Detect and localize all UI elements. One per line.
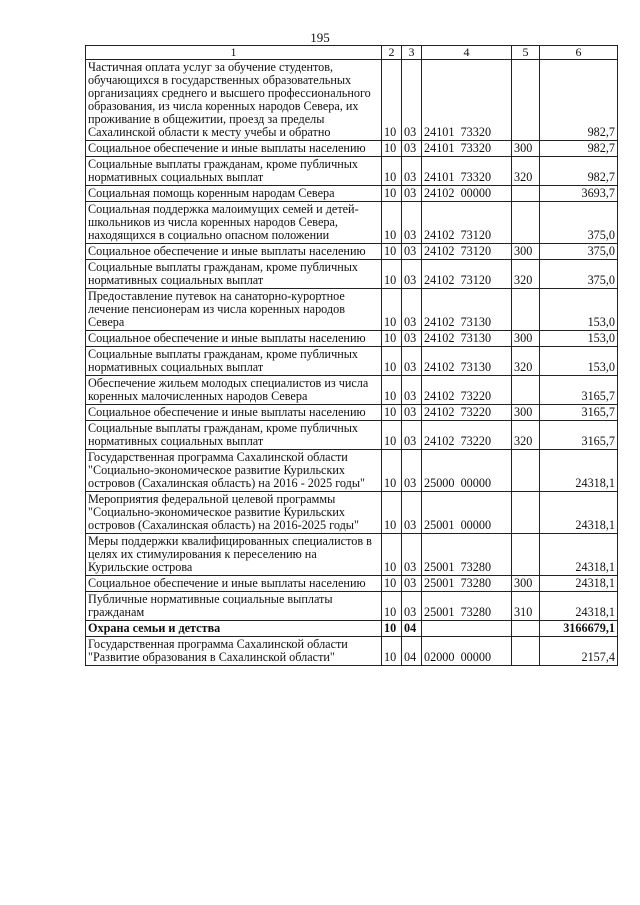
subsection-code-cell: [402, 202, 422, 244]
amount-cell: [540, 157, 618, 186]
expense-type-text: 320: [514, 360, 533, 374]
target-article-cell: [422, 157, 512, 186]
target-article-cell: [422, 347, 512, 376]
target-article-cell: [422, 60, 512, 141]
expense-type-text: 300: [514, 331, 533, 345]
expense-type-cell: [512, 534, 540, 576]
subsection-code-text: 03: [404, 331, 417, 345]
amount-text: 153,0: [587, 360, 615, 374]
expense-type-cell: [512, 186, 540, 202]
target-article-cell: [422, 244, 512, 260]
table-row: [86, 621, 618, 637]
table-row: [86, 289, 618, 331]
target-article-text: 24102 73120: [424, 273, 492, 287]
item-name-cell: [86, 621, 382, 637]
table-row: [86, 492, 618, 534]
expense-type-text: 310: [514, 605, 533, 619]
amount-text: 153,0: [587, 315, 615, 329]
subsection-code-cell: [402, 621, 422, 637]
table-row: [86, 202, 618, 244]
amount-text: 3693,7: [581, 186, 615, 200]
section-code-cell: [382, 60, 402, 141]
section-code-text: 10: [384, 186, 397, 200]
amount-text: 24318,1: [575, 476, 615, 490]
header-cell: 2: [382, 46, 402, 60]
expense-type-cell: [512, 331, 540, 347]
section-code-text: 10: [384, 360, 397, 374]
item-name-text: Социальные выплаты гражданам, кроме публичных нормативных социальных выплат: [88, 421, 358, 448]
section-code-cell: [382, 621, 402, 637]
expense-type-cell: [512, 289, 540, 331]
target-article-cell: [422, 202, 512, 244]
target-article-text: 24102 73220: [424, 434, 492, 448]
amount-cell: [540, 141, 618, 157]
amount-text: 375,0: [587, 244, 615, 258]
target-article-cell: [422, 405, 512, 421]
item-name-text: Социальная помощь коренным народам Севера: [88, 186, 335, 200]
item-name-cell: [86, 157, 382, 186]
item-name-text: Меры поддержки квалифицированных специалистов в целях их стимулирования к переселению на Курильские острова: [88, 534, 372, 574]
item-name-cell: [86, 405, 382, 421]
expense-type-cell: [512, 157, 540, 186]
section-code-cell: [382, 421, 402, 450]
item-name-text: Социальные выплаты гражданам, кроме публичных нормативных социальных выплат: [88, 260, 358, 287]
table-row: [86, 534, 618, 576]
amount-text: 3165,7: [581, 405, 615, 419]
expense-type-cell: [512, 141, 540, 157]
item-name-cell: [86, 186, 382, 202]
item-name-cell: [86, 576, 382, 592]
target-article-text: 24102 73130: [424, 331, 492, 345]
target-article-cell: [422, 576, 512, 592]
subsection-code-cell: [402, 347, 422, 376]
item-name-text: Государственная программа Сахалинской области "Социально-экономическое развитие Курильских островов (Сахалинская область) на 2016 - 2025 годы": [88, 450, 366, 490]
amount-text: 24318,1: [575, 518, 615, 532]
subsection-code-text: 03: [404, 244, 417, 258]
subsection-code-cell: [402, 260, 422, 289]
target-article-text: 25001 00000: [424, 518, 492, 532]
amount-text: 24318,1: [575, 576, 615, 590]
amount-text: 982,7: [587, 125, 615, 139]
header-cell: 5: [512, 46, 540, 60]
amount-cell: [540, 186, 618, 202]
amount-cell: [540, 421, 618, 450]
amount-cell: [540, 244, 618, 260]
table-row: [86, 331, 618, 347]
amount-cell: [540, 637, 618, 666]
target-article-text: 24102 73220: [424, 389, 492, 403]
section-code-cell: [382, 376, 402, 405]
target-article-text: 24101 73320: [424, 141, 492, 155]
header-cell: 3: [402, 46, 422, 60]
amount-text: 982,7: [587, 170, 615, 184]
section-code-cell: [382, 186, 402, 202]
target-article-text: 24102 73120: [424, 244, 492, 258]
page-number: 195: [310, 30, 330, 45]
expense-type-cell: [512, 376, 540, 405]
target-article-text: 25001 73280: [424, 560, 492, 574]
section-code-text: 10: [384, 434, 397, 448]
expense-type-cell: [512, 60, 540, 141]
item-name-text: Социальное обеспечение и иные выплаты населению: [88, 141, 366, 155]
subsection-code-cell: [402, 534, 422, 576]
table-row: [86, 157, 618, 186]
target-article-cell: [422, 450, 512, 492]
amount-cell: [540, 405, 618, 421]
expense-type-text: 300: [514, 244, 533, 258]
amount-text: 153,0: [587, 331, 615, 345]
table-row: [86, 60, 618, 141]
table-row: [86, 244, 618, 260]
item-name-cell: [86, 60, 382, 141]
subsection-code-cell: [402, 576, 422, 592]
item-name-text: Социальное обеспечение и иные выплаты населению: [88, 405, 366, 419]
target-article-cell: [422, 621, 512, 637]
header-cell: 1: [86, 46, 382, 60]
subsection-code-cell: [402, 141, 422, 157]
section-code-cell: [382, 331, 402, 347]
section-code-cell: [382, 157, 402, 186]
subsection-code-text: 03: [404, 605, 417, 619]
expense-type-text: 320: [514, 170, 533, 184]
section-code-text: 10: [384, 605, 397, 619]
section-code-text: 10: [384, 650, 397, 664]
target-article-text: 24102 00000: [424, 186, 492, 200]
table-row: [86, 347, 618, 376]
section-code-cell: [382, 576, 402, 592]
subsection-code-text: 03: [404, 576, 417, 590]
item-name-cell: [86, 244, 382, 260]
target-article-cell: [422, 534, 512, 576]
item-name-text: Мероприятия федеральной целевой программы "Социально-экономическое развитие Курильских островов (Сахалинская область) на 2016-2025 годы": [88, 492, 359, 532]
table-row: [86, 260, 618, 289]
subsection-code-text: 03: [404, 560, 417, 574]
item-name-text: Социальное обеспечение и иные выплаты населению: [88, 576, 366, 590]
amount-cell: [540, 60, 618, 141]
header-cell: 4: [422, 46, 512, 60]
amount-cell: [540, 347, 618, 376]
subsection-code-text: 03: [404, 360, 417, 374]
section-code-cell: [382, 637, 402, 666]
amount-cell: [540, 492, 618, 534]
section-code-text: 10: [384, 560, 397, 574]
amount-cell: [540, 202, 618, 244]
subsection-code-cell: [402, 331, 422, 347]
target-article-cell: [422, 331, 512, 347]
target-article-text: 02000 00000: [424, 650, 492, 664]
subsection-code-cell: [402, 186, 422, 202]
target-article-text: 24101 73320: [424, 170, 492, 184]
subsection-code-cell: [402, 450, 422, 492]
target-article-text: 24102 73130: [424, 360, 492, 374]
target-article-cell: [422, 376, 512, 405]
target-article-text: 24102 73220: [424, 405, 492, 419]
subsection-code-text: 03: [404, 476, 417, 490]
table-header-row: [86, 46, 618, 60]
subsection-code-text: 03: [404, 405, 417, 419]
expense-type-cell: [512, 492, 540, 534]
section-code-text: 10: [384, 244, 397, 258]
subsection-code-cell: [402, 157, 422, 186]
section-code-text: 10: [384, 621, 397, 635]
expense-type-cell: [512, 637, 540, 666]
target-article-cell: [422, 421, 512, 450]
subsection-code-text: 03: [404, 434, 417, 448]
section-code-cell: [382, 405, 402, 421]
table-row: [86, 421, 618, 450]
subsection-code-cell: [402, 289, 422, 331]
subsection-code-cell: [402, 60, 422, 141]
section-code-cell: [382, 534, 402, 576]
expense-type-text: 300: [514, 405, 533, 419]
table-row: [86, 576, 618, 592]
item-name-cell: [86, 202, 382, 244]
expense-type-cell: [512, 405, 540, 421]
table-row: [86, 637, 618, 666]
target-article-cell: [422, 492, 512, 534]
section-code-text: 10: [384, 405, 397, 419]
item-name-text: Социальные выплаты гражданам, кроме публичных нормативных социальных выплат: [88, 157, 358, 184]
amount-cell: [540, 376, 618, 405]
subsection-code-cell: [402, 244, 422, 260]
section-code-text: 10: [384, 389, 397, 403]
section-code-text: 10: [384, 170, 397, 184]
section-code-cell: [382, 347, 402, 376]
subsection-code-text: 03: [404, 141, 417, 155]
subsection-code-cell: [402, 637, 422, 666]
amount-text: 2157,4: [581, 650, 615, 664]
item-name-cell: [86, 376, 382, 405]
amount-cell: [540, 621, 618, 637]
subsection-code-cell: [402, 592, 422, 621]
item-name-cell: [86, 141, 382, 157]
amount-cell: [540, 576, 618, 592]
target-article-cell: [422, 637, 512, 666]
table-body: [86, 46, 618, 666]
expense-type-cell: [512, 244, 540, 260]
subsection-code-text: 03: [404, 186, 417, 200]
target-article-text: 24102 73130: [424, 315, 492, 329]
section-code-text: 10: [384, 576, 397, 590]
expense-type-cell: [512, 202, 540, 244]
item-name-text: Социальное обеспечение и иные выплаты населению: [88, 244, 366, 258]
section-code-cell: [382, 450, 402, 492]
subsection-code-cell: [402, 376, 422, 405]
header-cell: 6: [540, 46, 618, 60]
item-name-cell: [86, 492, 382, 534]
item-name-text: Социальная поддержка малоимущих семей и детей-школьников из числа коренных народов Севера, находящихся в социально опасном положении: [88, 202, 359, 242]
subsection-code-text: 03: [404, 315, 417, 329]
amount-text: 3165,7: [581, 434, 615, 448]
item-name-text: Государственная программа Сахалинской области "Развитие образования в Сахалинской области": [88, 637, 348, 664]
target-article-cell: [422, 289, 512, 331]
table-row: [86, 376, 618, 405]
target-article-cell: [422, 260, 512, 289]
amount-text: 3166679,1: [563, 621, 615, 635]
section-code-text: 10: [384, 228, 397, 242]
section-code-cell: [382, 289, 402, 331]
section-code-cell: [382, 202, 402, 244]
item-name-cell: [86, 331, 382, 347]
item-name-text: Социальные выплаты гражданам, кроме публичных нормативных социальных выплат: [88, 347, 358, 374]
expense-type-text: 300: [514, 141, 533, 155]
subsection-code-cell: [402, 405, 422, 421]
item-name-cell: [86, 450, 382, 492]
amount-text: 982,7: [587, 141, 615, 155]
item-name-cell: [86, 421, 382, 450]
section-code-text: 10: [384, 331, 397, 345]
expense-type-text: 300: [514, 576, 533, 590]
item-name-text: Частичная оплата услуг за обучение студентов, обучающихся в государственных образовательных организациях среднего и высшего профессионального образования, из числа коренных народов Севера, их проживание в общежитии, проезд за пределы Сахалинской области к месту учебы и обратно: [88, 60, 371, 139]
item-name-cell: [86, 592, 382, 621]
expense-type-cell: [512, 592, 540, 621]
expense-type-cell: [512, 576, 540, 592]
expense-type-text: 320: [514, 434, 533, 448]
section-code-text: 10: [384, 273, 397, 287]
section-code-text: 10: [384, 125, 397, 139]
section-code-cell: [382, 141, 402, 157]
subsection-code-text: 03: [404, 273, 417, 287]
item-name-text: Социальное обеспечение и иные выплаты населению: [88, 331, 366, 345]
target-article-cell: [422, 592, 512, 621]
table-row: [86, 141, 618, 157]
section-code-text: 10: [384, 518, 397, 532]
item-name-cell: [86, 289, 382, 331]
item-name-cell: [86, 347, 382, 376]
amount-cell: [540, 450, 618, 492]
section-code-text: 10: [384, 141, 397, 155]
item-name-text: Публичные нормативные социальные выплаты гражданам: [88, 592, 333, 619]
table-row: [86, 405, 618, 421]
target-article-text: 24102 73120: [424, 228, 492, 242]
table-row: [86, 450, 618, 492]
section-code-cell: [382, 260, 402, 289]
amount-cell: [540, 592, 618, 621]
section-code-cell: [382, 492, 402, 534]
target-article-text: 25001 73280: [424, 576, 492, 590]
section-code-text: 10: [384, 476, 397, 490]
expense-type-cell: [512, 450, 540, 492]
item-name-cell: [86, 637, 382, 666]
target-article-text: 24101 73320: [424, 125, 492, 139]
amount-cell: [540, 331, 618, 347]
amount-cell: [540, 289, 618, 331]
subsection-code-text: 04: [404, 621, 417, 635]
section-code-cell: [382, 244, 402, 260]
amount-text: 3165,7: [581, 389, 615, 403]
item-name-cell: [86, 534, 382, 576]
target-article-text: 25001 73280: [424, 605, 492, 619]
budget-table: [85, 45, 618, 666]
section-code-text: 10: [384, 315, 397, 329]
subsection-code-cell: [402, 421, 422, 450]
subsection-code-text: 03: [404, 170, 417, 184]
expense-type-cell: [512, 621, 540, 637]
expense-type-text: 320: [514, 273, 533, 287]
subsection-code-text: 04: [404, 650, 417, 664]
subsection-code-text: 03: [404, 389, 417, 403]
subsection-code-text: 03: [404, 228, 417, 242]
subsection-code-text: 03: [404, 125, 417, 139]
expense-type-cell: [512, 260, 540, 289]
expense-type-cell: [512, 347, 540, 376]
subsection-code-cell: [402, 492, 422, 534]
table-row: [86, 592, 618, 621]
target-article-text: 25000 00000: [424, 476, 492, 490]
amount-text: 375,0: [587, 273, 615, 287]
amount-cell: [540, 260, 618, 289]
item-name-cell: [86, 260, 382, 289]
item-name-text: Охрана семьи и детства: [88, 621, 221, 635]
amount-text: 24318,1: [575, 560, 615, 574]
item-name-text: Предоставление путевок на санаторно-курортное лечение пенсионерам из числа коренных народов Севера: [88, 289, 345, 329]
item-name-text: Обеспечение жильем молодых специалистов из числа коренных малочисленных народов Севера: [88, 376, 369, 403]
section-code-cell: [382, 592, 402, 621]
table-row: [86, 186, 618, 202]
subsection-code-text: 03: [404, 518, 417, 532]
amount-text: 375,0: [587, 228, 615, 242]
amount-text: 24318,1: [575, 605, 615, 619]
target-article-cell: [422, 186, 512, 202]
amount-cell: [540, 534, 618, 576]
expense-type-cell: [512, 421, 540, 450]
target-article-cell: [422, 141, 512, 157]
